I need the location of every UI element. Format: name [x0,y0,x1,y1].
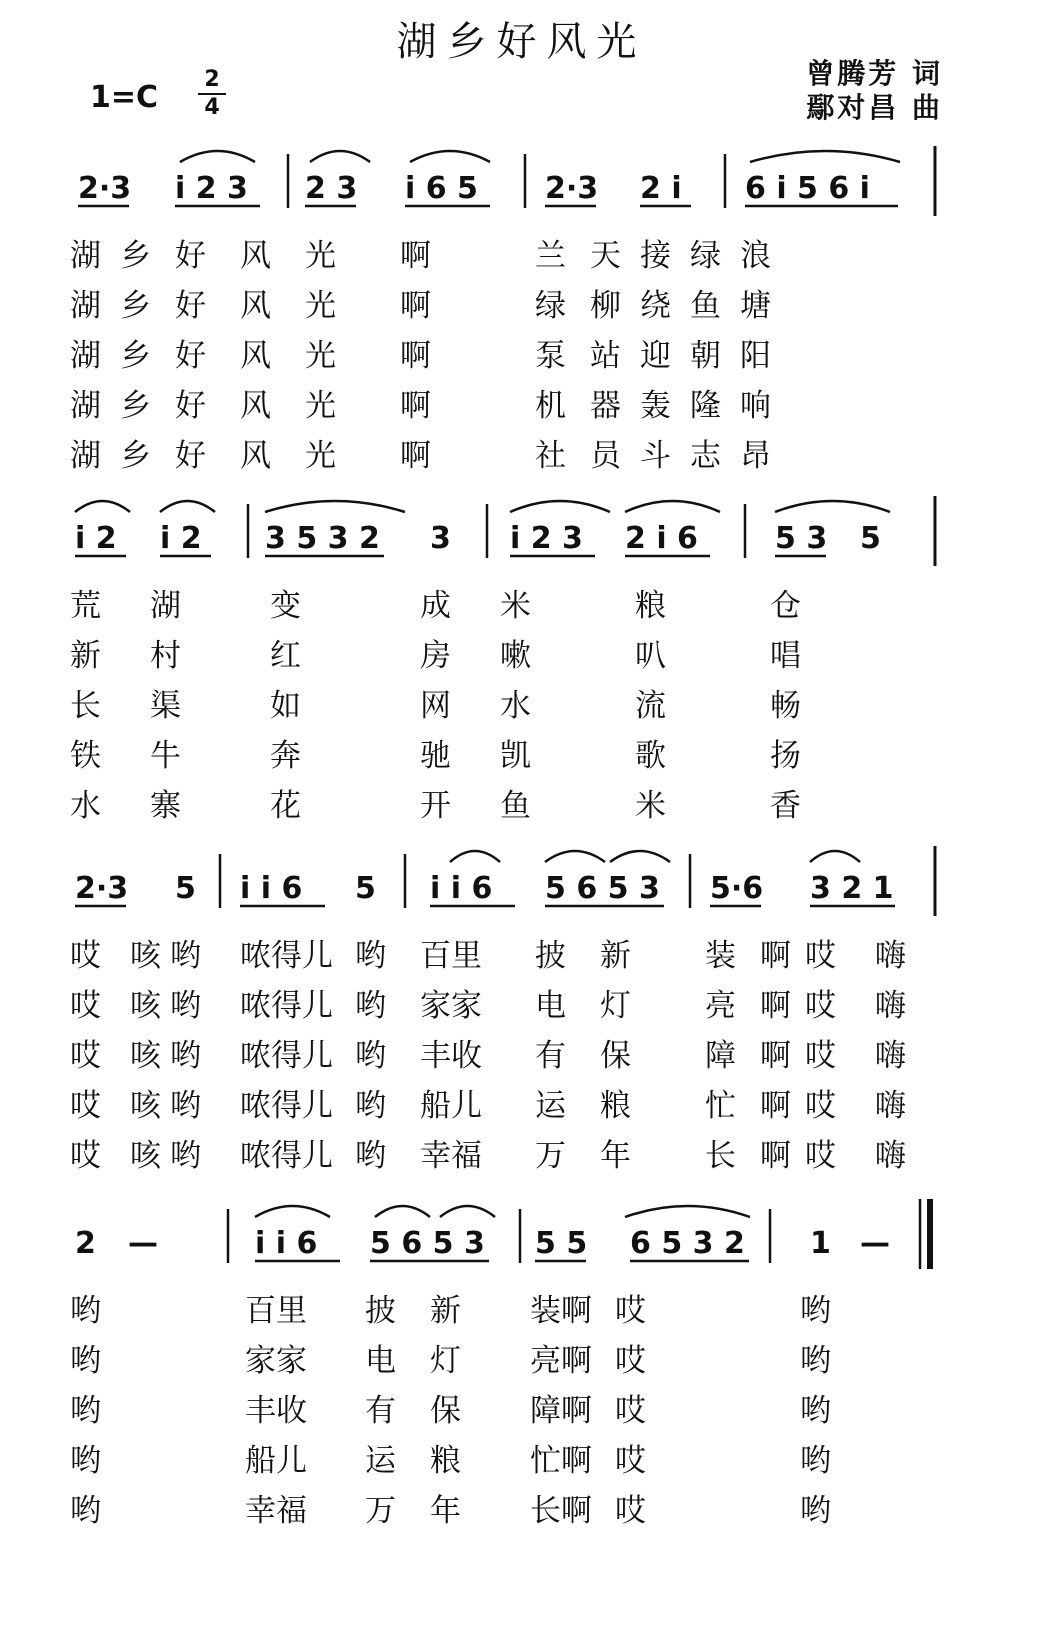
lyric-syllable: 哟 [170,938,201,974]
lyric-syllable: 斗 [640,438,671,474]
note-group: i 2 3 [510,521,583,556]
lyric-syllable: 接 [640,238,671,274]
lyric-syllable: 哝得儿 [240,988,333,1024]
lyric-syllable: 风 [240,438,271,474]
note-group: i i 6 [255,1226,318,1261]
lyric-syllable: 社 [535,438,566,474]
lyric-syllable: 村 [150,638,181,674]
lyric-syllable: 啊 [400,338,431,374]
note-group: i 6 5 [405,171,478,206]
lyric-syllable: 荒 [70,588,101,624]
lyric-verse-line [0,1335,1043,1379]
lyric-syllable: 叭 [635,638,666,674]
lyric-syllable: 运 [365,1443,396,1479]
lyric-syllable: 哟 [355,1088,386,1124]
note-group: 5 [355,871,376,906]
meter-bottom: 4 [204,95,220,120]
lyric-syllable: 船儿 [245,1443,307,1479]
lyric-syllable: 嗨 [875,1138,906,1174]
lyric-syllable: 风 [240,288,271,324]
lyric-syllable: 阳 [740,338,771,374]
lyric-syllable: 保 [430,1393,461,1429]
lyric-syllable: 哟 [70,1393,101,1429]
slur-mark [625,501,720,512]
lyric-syllable: 啊 [760,1088,791,1124]
lyric-verse-line [0,1285,1043,1329]
lyric-syllable: 器 [590,388,621,424]
lyric-syllable: 乡 [120,388,151,424]
notation-svg [0,840,1043,920]
lyric-syllable: 啊 [400,238,431,274]
lyric-verse-line [0,1080,1043,1124]
lyric-syllable: 咳 [130,1038,161,1074]
note-group: — [860,1226,890,1261]
slur-mark [255,1206,330,1217]
lyric-syllable: 绿 [690,238,721,274]
lyric-syllable: 运 [535,1088,566,1124]
note-group: 5 6 5 3 [545,871,660,906]
lyric-syllable: 百里 [420,938,482,974]
lyric-syllable: 哎 [70,938,101,974]
lyric-syllable: 哝得儿 [240,1038,333,1074]
notation-row [0,840,1043,920]
note-group: 3 5 3 2 [265,521,380,556]
lyric-syllable: 咳 [130,1088,161,1124]
lyric-syllable: 哟 [70,1293,101,1329]
lyric-syllable: 船儿 [420,1088,482,1124]
lyric-syllable: 装啊 [530,1293,592,1329]
lyric-syllable: 哟 [800,1493,831,1529]
lyric-syllable: 哝得儿 [240,1138,333,1174]
lyric-syllable: 哎 [70,1088,101,1124]
lyric-syllable: 保 [600,1038,631,1074]
lyric-syllable: 啊 [760,938,791,974]
lyric-syllable: 长啊 [530,1493,592,1529]
lyric-syllable: 湖 [70,288,101,324]
lyric-syllable: 湖 [70,338,101,374]
lyric-syllable: 哎 [615,1493,646,1529]
lyric-syllable: 啊 [760,1138,791,1174]
lyric-syllable: 百里 [245,1293,307,1329]
slur-mark [625,1206,750,1217]
lyric-verse-line [0,280,1043,324]
lyric-syllable: 长 [70,688,101,724]
lyric-syllable: 哟 [800,1343,831,1379]
slur-mark [750,151,900,162]
lyric-syllable: 好 [175,388,206,424]
lyric-syllable: 年 [600,1138,631,1174]
lyric-syllable: 丰收 [245,1393,307,1429]
lyric-syllable: 哟 [70,1443,101,1479]
composer-credit: 鄢对昌 曲 [806,91,943,124]
lyric-syllable: 如 [270,688,301,724]
slur-mark [810,851,860,862]
note-group: 6 i 5 6 i [745,171,870,206]
lyric-syllable: 有 [535,1038,566,1074]
lyric-syllable: 光 [305,338,336,374]
lyric-syllable: 房 [420,638,451,674]
lyric-syllable: 香 [770,788,801,824]
note-group: i i 6 [240,871,303,906]
lyric-syllable: 哎 [615,1343,646,1379]
lyric-syllable: 花 [270,788,301,824]
lyric-syllable: 昂 [740,438,771,474]
lyric-syllable: 哟 [355,1038,386,1074]
lyric-syllable: 绕 [640,288,671,324]
lyric-syllable: 万 [535,1138,566,1174]
lyric-syllable: 风 [240,388,271,424]
note-group: i 2 [160,521,202,556]
lyric-syllable: 忙啊 [530,1443,592,1479]
lyric-verse-line [0,580,1043,624]
lyric-syllable: 浪 [740,238,771,274]
slur-mark [180,151,255,162]
lyric-syllable: 哎 [805,1138,836,1174]
lyric-syllable: 兰 [535,238,566,274]
lyric-syllable: 万 [365,1493,396,1529]
note-group: 2 i 6 [625,521,698,556]
lyric-syllable: 好 [175,338,206,374]
lyric-syllable: 新 [430,1293,461,1329]
lyric-syllable: 轰 [640,388,671,424]
lyric-syllable: 寨 [150,788,181,824]
lyric-syllable: 迎 [640,338,671,374]
score-system [0,140,1043,474]
lyric-syllable: 泵 [535,338,566,374]
lyric-syllable: 丰收 [420,1038,482,1074]
lyric-syllable: 鱼 [690,288,721,324]
slur-mark [160,501,215,512]
note-group: 2·3 [78,171,132,206]
lyric-verse-line [0,330,1043,374]
lyric-syllable: 光 [305,288,336,324]
lyric-syllable: 成 [420,588,451,624]
lyric-syllable: 乡 [120,288,151,324]
lyric-syllable: 哟 [70,1343,101,1379]
lyric-syllable: 咳 [130,1138,161,1174]
lyric-syllable: 哟 [170,988,201,1024]
lyric-verse-line [0,730,1043,774]
lyric-syllable: 站 [590,338,621,374]
notation-svg [0,1195,1043,1275]
notation-svg [0,140,1043,220]
lyric-syllable: 嗨 [875,938,906,974]
lyric-verse-line [0,380,1043,424]
lyric-verse-line [0,930,1043,974]
lyric-verse-line [0,1385,1043,1429]
time-signature [198,68,226,120]
song-title: 湖乡好风光 [396,19,647,65]
lyric-syllable: 哝得儿 [240,938,333,974]
lyric-syllable: 电 [535,988,566,1024]
lyric-syllable: 灯 [600,988,631,1024]
score-system [0,490,1043,824]
lyric-syllable: 啊 [400,388,431,424]
lyric-syllable: 嗽 [500,638,531,674]
lyric-syllable: 乡 [120,238,151,274]
lyric-syllable: 哟 [800,1443,831,1479]
lyric-syllable: 亮啊 [530,1343,592,1379]
lyric-syllable: 铁 [70,738,101,774]
note-group: 5 3 [775,521,828,556]
lyric-verse-line [0,1485,1043,1529]
lyric-syllable: 米 [635,788,666,824]
lyric-syllable: 咳 [130,988,161,1024]
lyric-syllable: 咳 [130,938,161,974]
note-group: 3 [430,521,451,556]
lyric-syllable: 柳 [590,288,621,324]
slur-mark [265,501,405,512]
note-group: i 2 [75,521,117,556]
lyric-syllable: 员 [590,438,621,474]
lyric-syllable: 哎 [805,1038,836,1074]
slur-mark [545,851,605,862]
lyric-syllable: 奔 [270,738,301,774]
note-group: 2·3 [545,171,599,206]
note-group: i i 6 [430,871,493,906]
lyric-syllable: 电 [365,1343,396,1379]
lyric-syllable: 哎 [615,1443,646,1479]
lyric-verse-line [0,630,1043,674]
note-group: i 2 3 [175,171,248,206]
lyric-syllable: 年 [430,1493,461,1529]
note-group: 1 [810,1226,831,1261]
notation-row [0,1195,1043,1275]
lyric-syllable: 水 [70,788,101,824]
lyric-syllable: 哎 [805,988,836,1024]
lyric-syllable: 啊 [760,1038,791,1074]
lyric-syllable: 光 [305,438,336,474]
lyric-syllable: 障 [705,1038,736,1074]
slur-mark [450,851,500,862]
lyric-syllable: 家家 [245,1343,307,1379]
lyric-syllable: 机 [535,388,566,424]
lyric-syllable: 嗨 [875,1088,906,1124]
score-system [0,840,1043,1174]
lyric-syllable: 歌 [635,738,666,774]
note-group: 5 5 [535,1226,588,1261]
lyric-syllable: 嗨 [875,1038,906,1074]
lyric-syllable: 志 [690,438,721,474]
lyric-syllable: 扬 [770,738,801,774]
note-group: 5 [175,871,196,906]
lyric-verse-line [0,230,1043,274]
lyric-syllable: 湖 [70,388,101,424]
lyric-syllable: 风 [240,338,271,374]
lyric-syllable: 响 [740,388,771,424]
slur-mark [610,851,670,862]
lyric-syllable: 装 [705,938,736,974]
lyric-syllable: 哎 [70,988,101,1024]
note-group: 5 [860,521,881,556]
lyric-syllable: 粮 [635,588,666,624]
lyric-syllable: 畅 [770,688,801,724]
lyric-verse-line [0,1030,1043,1074]
lyric-syllable: 隆 [690,388,721,424]
lyricist-credit: 曾腾芳 词 [806,57,943,90]
slur-mark [310,151,370,162]
lyric-syllable: 网 [420,688,451,724]
lyric-syllable: 哟 [170,1038,201,1074]
lyric-syllable: 披 [535,938,566,974]
lyric-syllable: 湖 [70,238,101,274]
lyric-syllable: 渠 [150,688,181,724]
note-group: 6 5 3 2 [630,1226,745,1261]
lyric-syllable: 有 [365,1393,396,1429]
lyric-syllable: 新 [600,938,631,974]
lyric-syllable: 幸福 [420,1138,482,1174]
lyric-syllable: 哎 [805,1088,836,1124]
lyric-syllable: 牛 [150,738,181,774]
lyric-syllable: 长 [705,1138,736,1174]
lyric-syllable: 哟 [355,1138,386,1174]
lyric-syllable: 变 [270,588,301,624]
lyric-syllable: 光 [305,388,336,424]
note-group: 2 3 [305,171,358,206]
lyric-syllable: 流 [635,688,666,724]
lyric-syllable: 披 [365,1293,396,1329]
lyric-syllable: 哎 [70,1138,101,1174]
lyric-syllable: 红 [270,638,301,674]
lyric-syllable: 湖 [70,438,101,474]
lyric-syllable: 哝得儿 [240,1088,333,1124]
slur-mark [375,1206,430,1217]
slur-mark [410,151,490,162]
lyric-syllable: 风 [240,238,271,274]
note-group: 3 2 1 [810,871,894,906]
lyric-syllable: 湖 [150,588,181,624]
note-group: 5 6 5 3 [370,1226,485,1261]
lyric-syllable: 唱 [770,638,801,674]
lyric-syllable: 鱼 [500,788,531,824]
lyric-verse-line [0,680,1043,724]
lyric-syllable: 啊 [400,438,431,474]
key-signature: 1=C [90,80,159,115]
meter-top: 2 [204,67,220,92]
lyric-syllable: 障啊 [530,1393,592,1429]
notation-row [0,140,1043,220]
lyric-syllable: 开 [420,788,451,824]
slur-mark [75,501,130,512]
lyric-syllable: 粮 [600,1088,631,1124]
lyric-verse-line [0,980,1043,1024]
lyric-syllable: 幸福 [245,1493,307,1529]
notation-row [0,490,1043,570]
lyric-syllable: 乡 [120,338,151,374]
score-system [0,1195,1043,1529]
lyric-syllable: 塘 [740,288,771,324]
lyric-syllable: 哟 [70,1493,101,1529]
lyric-syllable: 凯 [500,738,531,774]
lyric-syllable: 好 [175,288,206,324]
slur-mark [440,1206,495,1217]
lyric-syllable: 驰 [420,738,451,774]
lyric-syllable: 啊 [760,988,791,1024]
lyric-syllable: 哟 [170,1138,201,1174]
lyric-verse-line [0,1435,1043,1479]
lyric-syllable: 好 [175,438,206,474]
lyric-verse-line [0,780,1043,824]
notation-svg [0,490,1043,570]
lyric-syllable: 新 [70,638,101,674]
note-group: — [128,1226,158,1261]
lyric-syllable: 嗨 [875,988,906,1024]
lyric-syllable: 乡 [120,438,151,474]
lyric-syllable: 哎 [70,1038,101,1074]
lyric-syllable: 哟 [800,1393,831,1429]
lyric-syllable: 绿 [535,288,566,324]
lyric-syllable: 光 [305,238,336,274]
lyric-syllable: 仓 [770,588,801,624]
slur-mark [510,501,610,512]
lyric-syllable: 好 [175,238,206,274]
lyric-syllable: 水 [500,688,531,724]
lyric-syllable: 天 [590,238,621,274]
lyric-syllable: 米 [500,588,531,624]
lyric-syllable: 哎 [805,938,836,974]
lyric-syllable: 灯 [430,1343,461,1379]
lyric-syllable: 亮 [705,988,736,1024]
lyric-syllable: 哎 [615,1393,646,1429]
lyric-syllable: 哟 [170,1088,201,1124]
lyric-syllable: 粮 [430,1443,461,1479]
lyric-syllable: 忙 [705,1088,736,1124]
lyric-syllable: 哟 [355,988,386,1024]
lyric-syllable: 啊 [400,288,431,324]
slur-mark [775,501,890,512]
note-group: 2·3 [75,871,129,906]
lyric-syllable: 哟 [800,1293,831,1329]
note-group: 2 i [640,171,682,206]
lyric-verse-line [0,430,1043,474]
lyric-syllable: 哎 [615,1293,646,1329]
lyric-syllable: 朝 [690,338,721,374]
note-group: 5·6 [710,871,764,906]
lyric-verse-line [0,1130,1043,1174]
note-group: 2 [75,1226,96,1261]
lyric-syllable: 哟 [355,938,386,974]
lyric-syllable: 家家 [420,988,482,1024]
